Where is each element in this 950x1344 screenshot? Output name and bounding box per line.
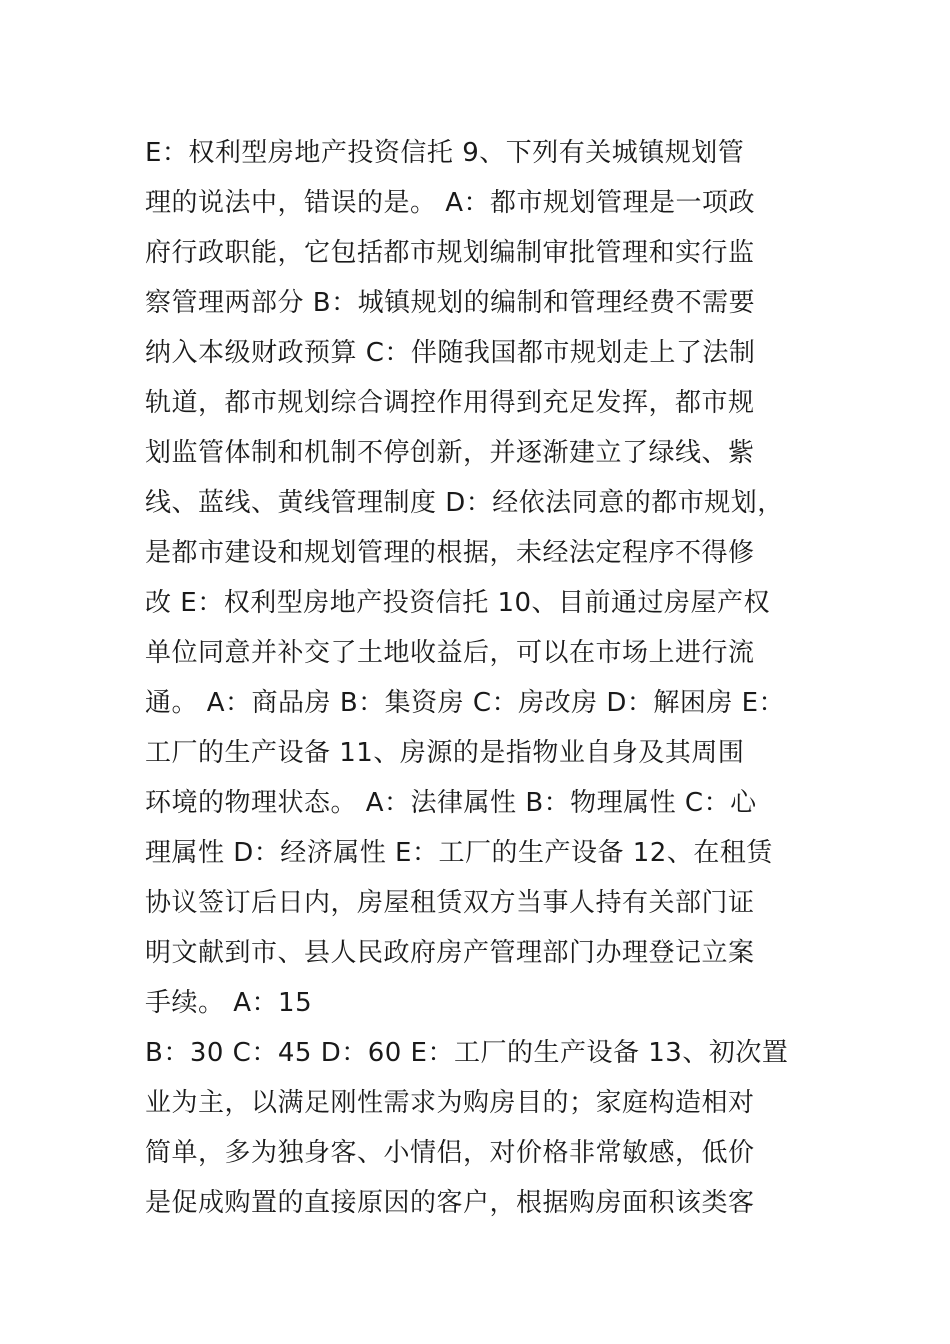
text-line: 轨道，都市规划综合调控作用得到充足发挥，都市规 bbox=[145, 388, 755, 418]
text-line: 工厂的生产设备 11、房源的是指物业自身及其周围 bbox=[145, 738, 745, 768]
text-line: 理的说法中，错误的是。 A：都市规划管理是一项政 bbox=[145, 188, 756, 218]
text-line: 是促成购置的直接原因的客户，根据购房面积该类客 bbox=[145, 1188, 755, 1218]
text-line: 改 E：权利型房地产投资信托 10、目前通过房屋产权 bbox=[145, 588, 771, 618]
text-line: 理属性 D：经济属性 E：工厂的生产设备 12、在租赁 bbox=[145, 838, 773, 868]
paragraph-questions-9-12 bbox=[145, 128, 825, 1028]
text-line: 划监管体制和机制不停创新，并逐渐建立了绿线、紫 bbox=[145, 438, 755, 468]
text-line: B：30 C：45 D：60 E：工厂的生产设备 13、初次置 bbox=[145, 1038, 789, 1068]
text-line: E：权利型房地产投资信托 9、下列有关城镇规划管 bbox=[145, 138, 745, 168]
text-line: 明文献到市、县人民政府房产管理部门办理登记立案 bbox=[145, 938, 755, 968]
text-line: 是都市建设和规划管理的根据，未经法定程序不得修 bbox=[145, 538, 755, 568]
text-line: 通。 A：商品房 B：集资房 C：房改房 D：解困房 E： bbox=[145, 688, 786, 718]
text-line: 业为主，以满足刚性需求为购房目的；家庭构造相对 bbox=[145, 1088, 755, 1118]
paragraph-question-13 bbox=[145, 1028, 825, 1228]
text-line: 纳入本级财政预算 C：伴随我国都市规划走上了法制 bbox=[145, 338, 756, 368]
text-line: 单位同意并补交了土地收益后，可以在市场上进行流 bbox=[145, 638, 755, 668]
text-line: 环境的物理状态。 A：法律属性 B：物理属性 C：心 bbox=[145, 788, 757, 818]
text-line: 府行政职能，它包括都市规划编制审批管理和实行监 bbox=[145, 238, 755, 268]
text-line: 手续。 A：15 bbox=[145, 988, 313, 1018]
text-line: 简单，多为独身客、小情侣，对价格非常敏感，低价 bbox=[145, 1138, 755, 1168]
text-line: 察管理两部分 B：城镇规划的编制和管理经费不需要 bbox=[145, 288, 756, 318]
text-line: 协议签订后日内，房屋租赁双方当事人持有关部门证 bbox=[145, 888, 755, 918]
text-line: 线、蓝线、黄线管理制度 D：经依法同意的都市规划， bbox=[145, 488, 784, 518]
